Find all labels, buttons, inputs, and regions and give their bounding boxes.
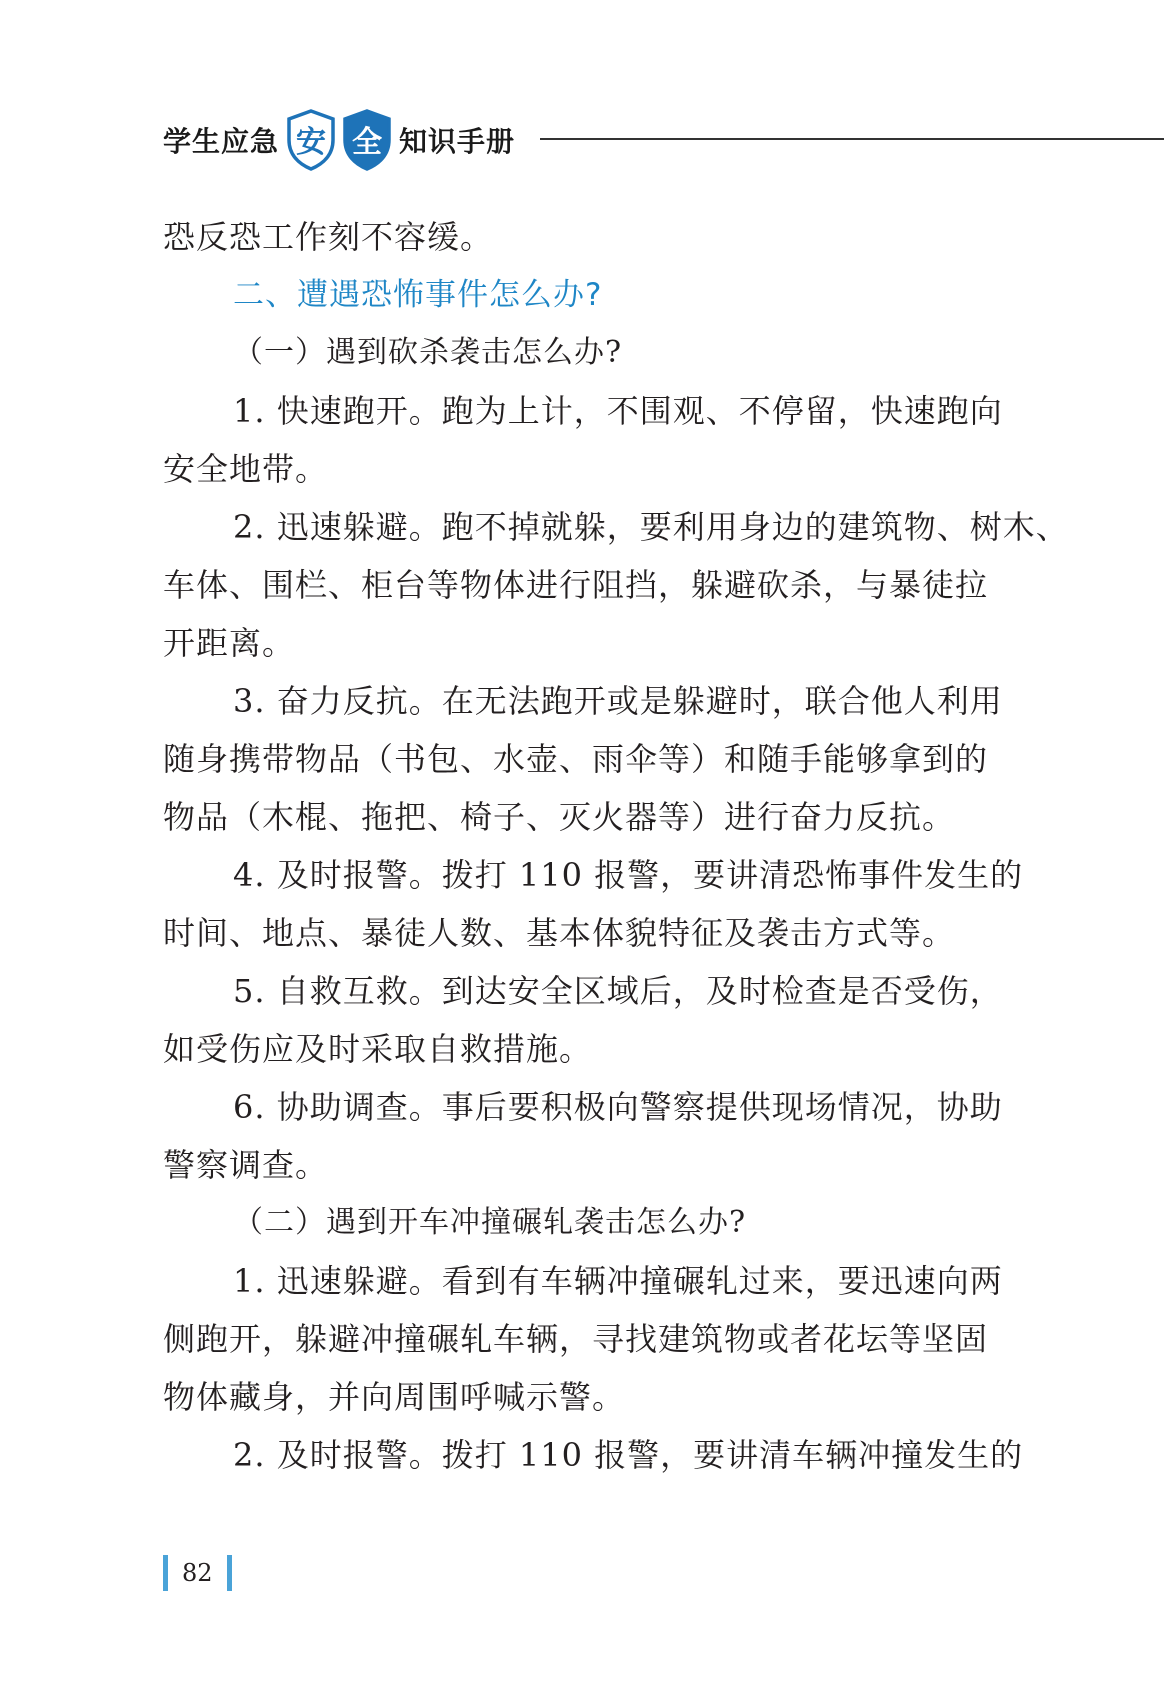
text-line: 6. 协助调查。事后要积极向警察提供现场情况，协助 bbox=[233, 1088, 1003, 1126]
page-body bbox=[163, 208, 1069, 1484]
text-line: 5. 自救互救。到达安全区域后，及时检查是否受伤， bbox=[233, 972, 1003, 1010]
footer-right-bar bbox=[227, 1555, 232, 1591]
text-line: 开距离。 bbox=[163, 624, 296, 662]
subsection-heading: （二）遇到开车冲撞碾轧袭击怎么办? bbox=[233, 1205, 747, 1240]
text-line: 3. 奋力反抗。在无法跑开或是躲避时，联合他人利用 bbox=[233, 682, 1003, 720]
header-divider bbox=[540, 138, 1164, 140]
text-line: 随身携带物品（书包、水壶、雨伞等）和随手能够拿到的 bbox=[163, 740, 989, 778]
text-line: 2. 迅速躲避。跑不掉就躲，要利用身边的建筑物、树木、 bbox=[233, 508, 1069, 546]
text-line: 时间、地点、暴徒人数、基本体貌特征及袭击方式等。 bbox=[163, 914, 956, 952]
subsection-heading: （一）遇到砍杀袭击怎么办? bbox=[233, 335, 623, 370]
text-line: 车体、围栏、柜台等物体进行阻挡，躲避砍杀，与暴徒拉 bbox=[163, 566, 989, 604]
page-footer bbox=[163, 1553, 232, 1593]
shield-filled-icon bbox=[341, 108, 393, 172]
text-line: 警察调查。 bbox=[163, 1146, 329, 1184]
text-line: 1. 迅速躲避。看到有车辆冲撞碾轧过来，要迅速向两 bbox=[233, 1262, 1003, 1300]
header-shield-logo bbox=[285, 108, 393, 172]
text-line: 4. 及时报警。拨打 110 报警，要讲清恐怖事件发生的 bbox=[233, 856, 1024, 894]
text-line: 安全地带。 bbox=[163, 450, 329, 488]
text-line: 2. 及时报警。拨打 110 报警，要讲清车辆冲撞发生的 bbox=[233, 1436, 1024, 1474]
text-line: 恐反恐工作刻不容缓。 bbox=[163, 218, 494, 256]
text-line: 物品（木棍、拖把、椅子、灭火器等）进行奋力反抗。 bbox=[163, 798, 956, 836]
text-line: 物体藏身，并向周围呼喊示警。 bbox=[163, 1378, 626, 1416]
text-line: 侧跑开，躲避冲撞碾轧车辆，寻找建筑物或者花坛等坚固 bbox=[163, 1320, 989, 1358]
shield-right-char: 全 bbox=[352, 125, 383, 160]
section-heading: 二、遭遇恐怖事件怎么办? bbox=[233, 277, 603, 313]
header-title-prefix: 学生应急 bbox=[163, 125, 280, 158]
text-line: 1. 快速跑开。跑为上计，不围观、不停留，快速跑向 bbox=[233, 392, 1003, 430]
book-header bbox=[163, 104, 515, 176]
shield-left-char: 安 bbox=[296, 125, 327, 160]
header-title-suffix: 知识手册 bbox=[399, 125, 516, 158]
text-line: 如受伤应及时采取自救措施。 bbox=[163, 1030, 593, 1068]
shield-outline-icon bbox=[285, 108, 337, 172]
page-number: 82 bbox=[182, 1559, 213, 1587]
